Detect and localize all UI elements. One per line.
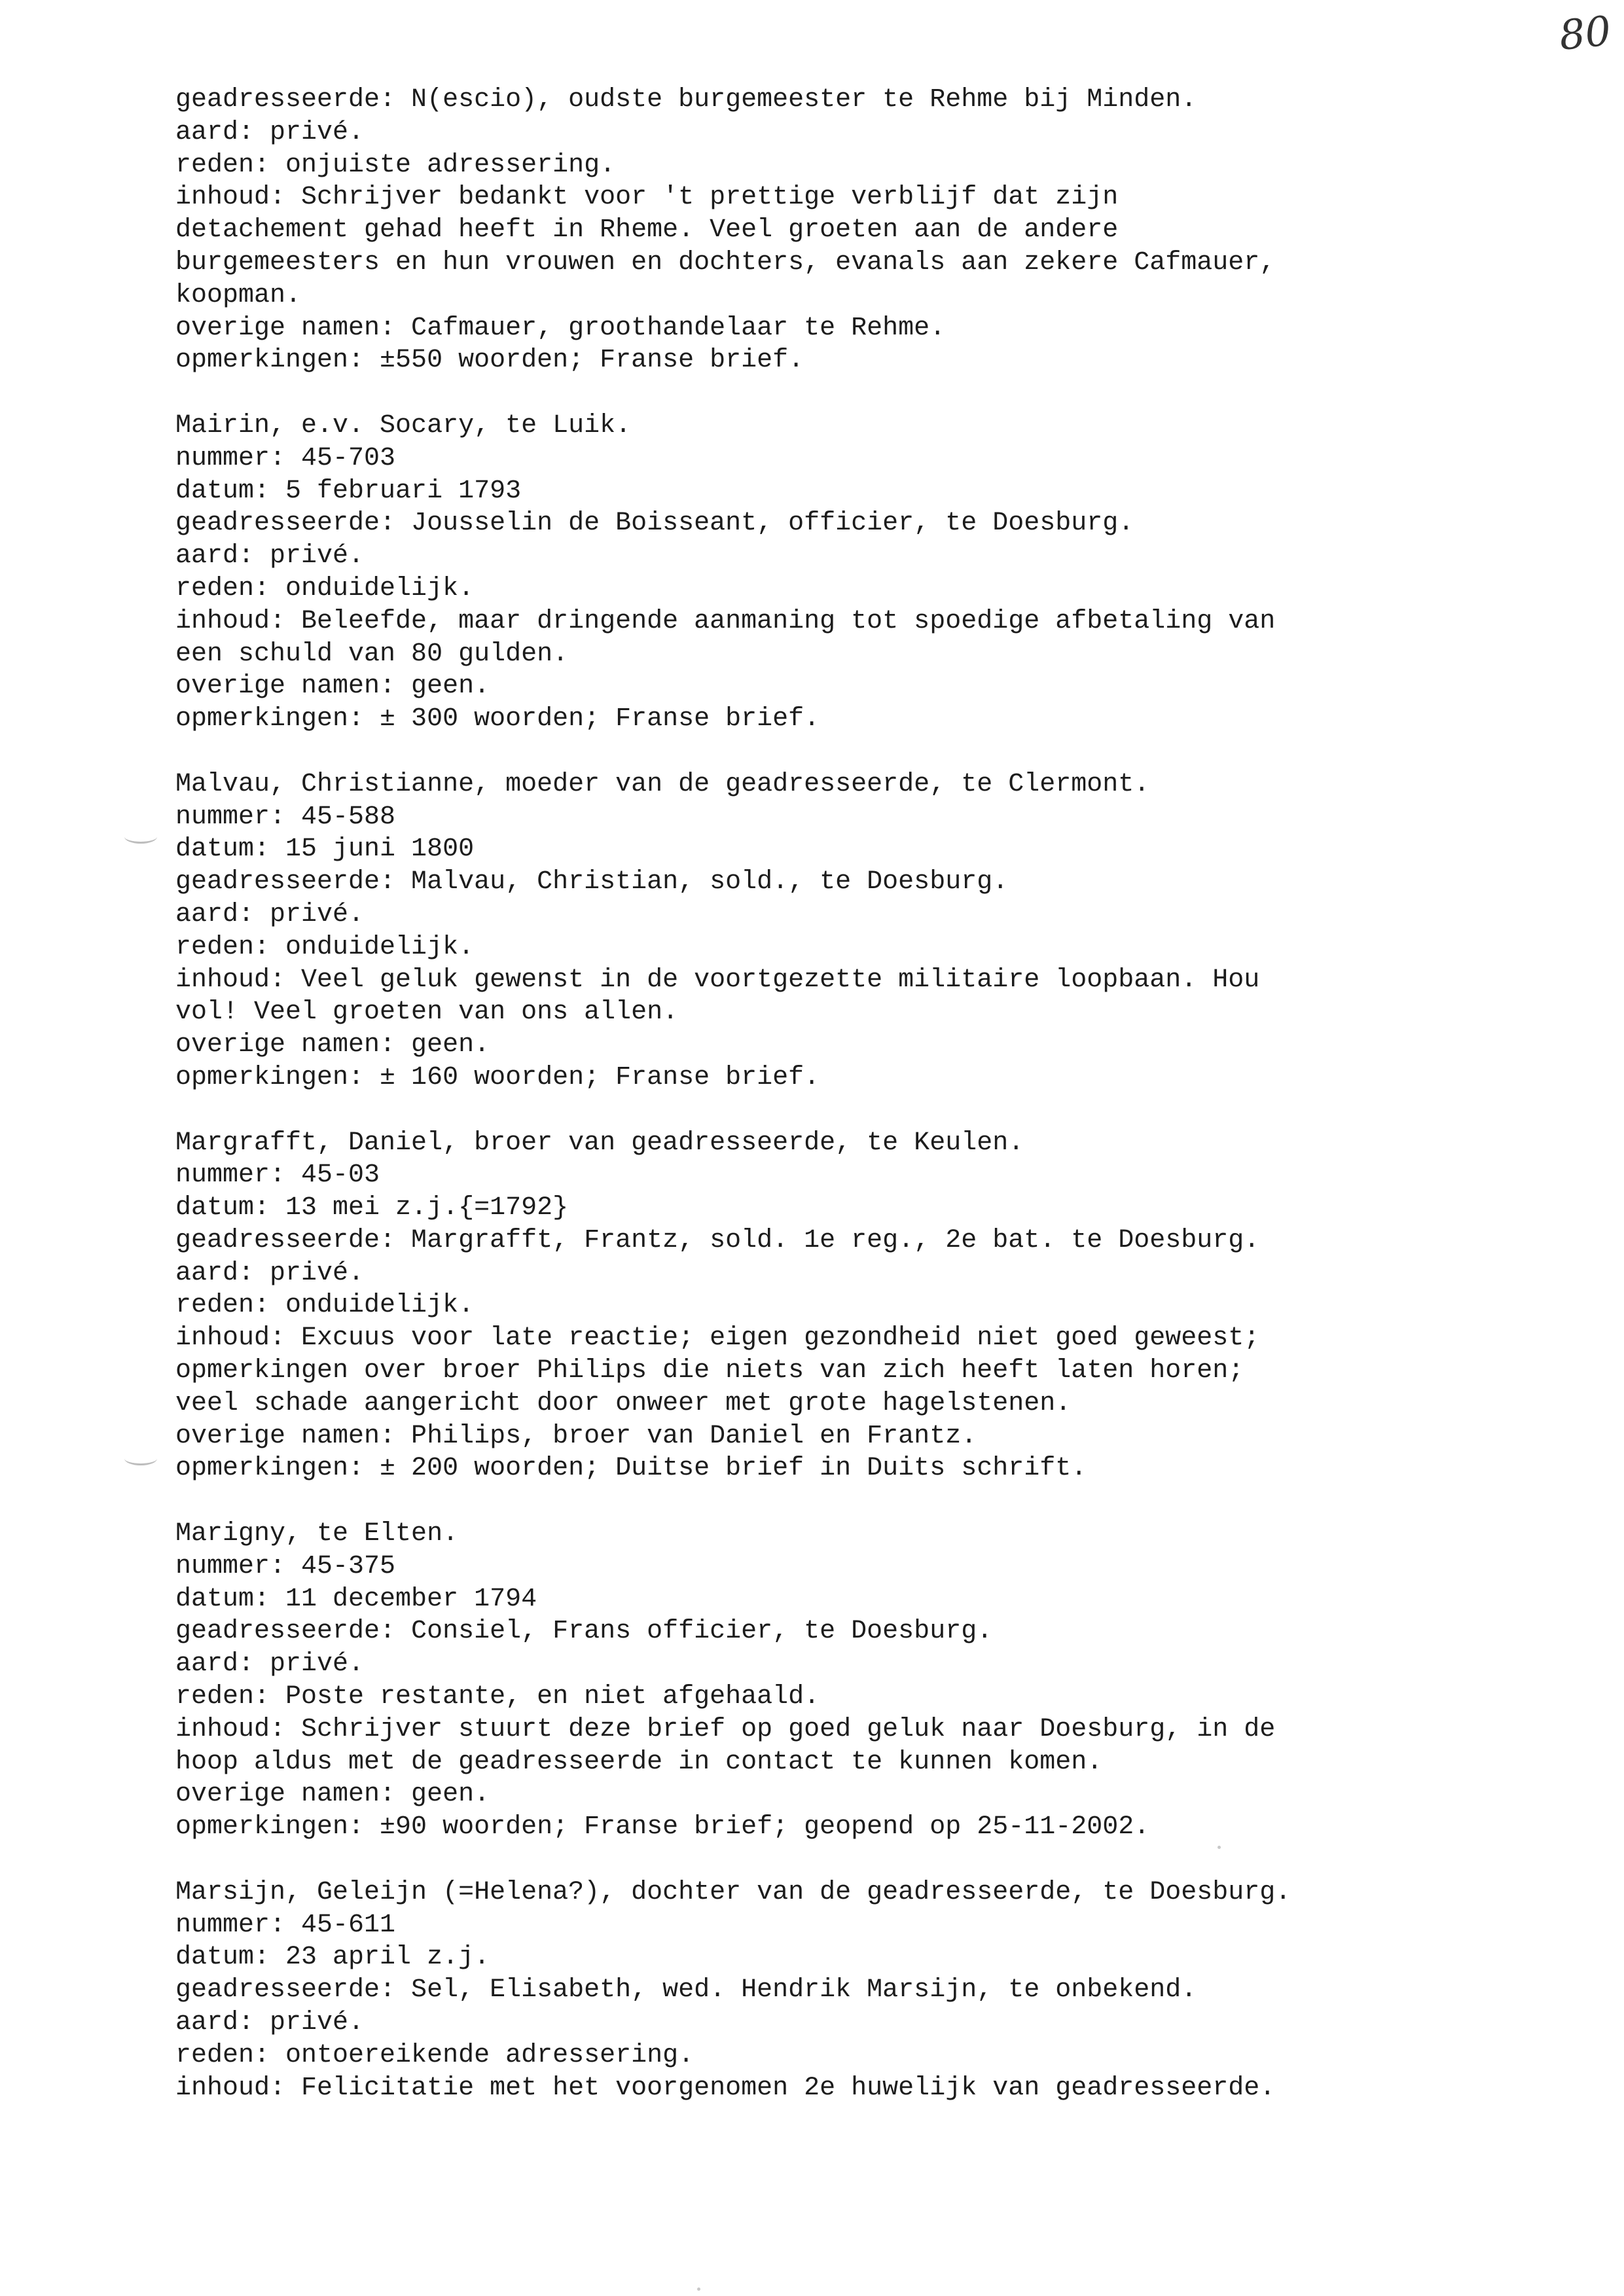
- entry-nescio: [175, 84, 1576, 377]
- entry-line: opmerkingen: ±90 woorden; Franse brief; geopend op 25-11-2002.: [175, 1812, 1150, 1842]
- entry-line: aard: privé.: [175, 899, 365, 929]
- entry-line: geadresseerde: N(escio), oudste burgemeester te Rehme bij Minden.: [175, 85, 1197, 115]
- entry-line: aard: privé.: [175, 117, 365, 147]
- entry-line: burgemeesters en hun vrouwen en dochters, evanals aan zekere Cafmauer,: [175, 247, 1276, 278]
- entry-line: nummer: 45-611: [175, 1910, 396, 1940]
- entry-line: inhoud: Excuus voor late reactie; eigen gezondheid niet goed geweest;: [175, 1323, 1260, 1354]
- entry-line: overige namen: Cafmauer, groothandelaar te Rehme.: [175, 313, 946, 343]
- entry-line: datum: 13 mei z.j.{=1792}: [175, 1193, 569, 1223]
- entry-line: geadresseerde: Margrafft, Frantz, sold. 1e reg., 2e bat. te Doesburg.: [175, 1225, 1260, 1255]
- entry-line: datum: 5 februari 1793: [175, 476, 522, 506]
- entry-line: inhoud: Schrijver bedankt voor 't prettige verblijf dat zijn: [175, 183, 1119, 213]
- entry-line: geadresseerde: Malvau, Christian, sold., te Doesburg.: [175, 867, 1009, 897]
- entry-line: reden: onduidelijk.: [175, 573, 475, 603]
- entry-line: geadresseerde: Sel, Elisabeth, wed. Hendrik Marsijn, te onbekend.: [175, 1975, 1197, 2005]
- entry-line: aard: privé.: [175, 1258, 365, 1288]
- entry-heading: Mairin, e.v. Socary, te Luik.: [175, 410, 632, 440]
- entry-line: inhoud: Veel geluk gewenst in de voortgezette militaire loopbaan. Hou: [175, 965, 1260, 995]
- entry-line: overige namen: Philips, broer van Daniel en Frantz.: [175, 1421, 977, 1451]
- entry-line: inhoud: Felicitatie met het voorgenomen 2e huwelijk van geadresseerde.: [175, 2073, 1276, 2103]
- entry-line: hoop aldus met de geadresseerde in contact te kunnen komen.: [175, 1747, 1103, 1777]
- margin-hole-mark: [124, 830, 157, 844]
- entry-line: inhoud: Beleefde, maar dringende aanmaning tot spoedige afbetaling van: [175, 606, 1276, 636]
- handwritten-page-number: 80: [1557, 7, 1614, 60]
- margin-hole-mark: [124, 1452, 157, 1465]
- entry-line: overige namen: geen.: [175, 672, 490, 702]
- entry-line: opmerkingen: ± 200 woorden; Duitse brief in Duits schrift.: [175, 1454, 1087, 1484]
- entry-line: detachement gehad heeft in Rheme. Veel groeten aan de andere: [175, 215, 1119, 245]
- entry-line: opmerkingen: ±550 woorden; Franse brief.: [175, 346, 804, 376]
- entry-line: datum: 15 juni 1800: [175, 834, 475, 865]
- entry-line: geadresseerde: Consiel, Frans officier, te Doesburg.: [175, 1617, 993, 1647]
- entry-marsijn: [175, 1876, 1576, 2105]
- entry-line: opmerkingen: ± 160 woorden; Franse brief.: [175, 1062, 820, 1092]
- entry-line: koopman.: [175, 280, 302, 310]
- entry-line: nummer: 45-703: [175, 443, 396, 473]
- entry-line: reden: onduidelijk.: [175, 1291, 475, 1321]
- entry-line: datum: 11 december 1794: [175, 1584, 537, 1614]
- entry-line: aard: privé.: [175, 541, 365, 571]
- entry-line: reden: ontoereikende adressering.: [175, 2040, 695, 2070]
- entry-mairin: [175, 410, 1576, 736]
- entry-heading: Marsijn, Geleijn (=Helena?), dochter van de geadresseerde, te Doesburg.: [175, 1877, 1291, 1907]
- entry-line: overige namen: geen.: [175, 1780, 490, 1810]
- entry-line: opmerkingen: ± 300 woorden; Franse brief.: [175, 704, 820, 734]
- entry-line: een schuld van 80 gulden.: [175, 639, 569, 669]
- entry-malvau: [175, 768, 1576, 1094]
- entry-line: opmerkingen over broer Philips die niets van zich heeft laten horen;: [175, 1356, 1244, 1386]
- entry-line: aard: privé.: [175, 2008, 365, 2038]
- entry-line: vol! Veel groeten van ons allen.: [175, 997, 679, 1028]
- entry-line: nummer: 45-588: [175, 802, 396, 832]
- entry-line: reden: onjuiste adressering.: [175, 150, 616, 180]
- entry-line: reden: Poste restante, en niet afgehaald.: [175, 1682, 820, 1712]
- entry-line: datum: 23 april z.j.: [175, 1943, 490, 1973]
- entry-heading: Marigny, te Elten.: [175, 1519, 459, 1549]
- entry-marigny: [175, 1518, 1576, 1844]
- entry-line: aard: privé.: [175, 1649, 365, 1679]
- entry-line: inhoud: Schrijver stuurt deze brief op goed geluk naar Doesburg, in de: [175, 1714, 1276, 1744]
- scan-speck: [697, 2287, 700, 2291]
- entry-heading: Malvau, Christianne, moeder van de geadresseerde, te Clermont.: [175, 769, 1150, 799]
- entry-line: nummer: 45-375: [175, 1551, 396, 1581]
- entry-line: veel schade aangericht door onweer met grote hagelstenen.: [175, 1388, 1072, 1418]
- entry-line: nummer: 45-03: [175, 1160, 380, 1191]
- entry-margrafft: [175, 1127, 1576, 1486]
- entry-heading: Margrafft, Daniel, broer van geadresseerde, te Keulen.: [175, 1128, 1024, 1158]
- letter-register-text: [175, 84, 1576, 2137]
- entry-line: geadresseerde: Jousselin de Boisseant, officier, te Doesburg.: [175, 509, 1134, 539]
- entry-line: reden: onduidelijk.: [175, 932, 475, 962]
- entry-line: overige namen: geen.: [175, 1030, 490, 1060]
